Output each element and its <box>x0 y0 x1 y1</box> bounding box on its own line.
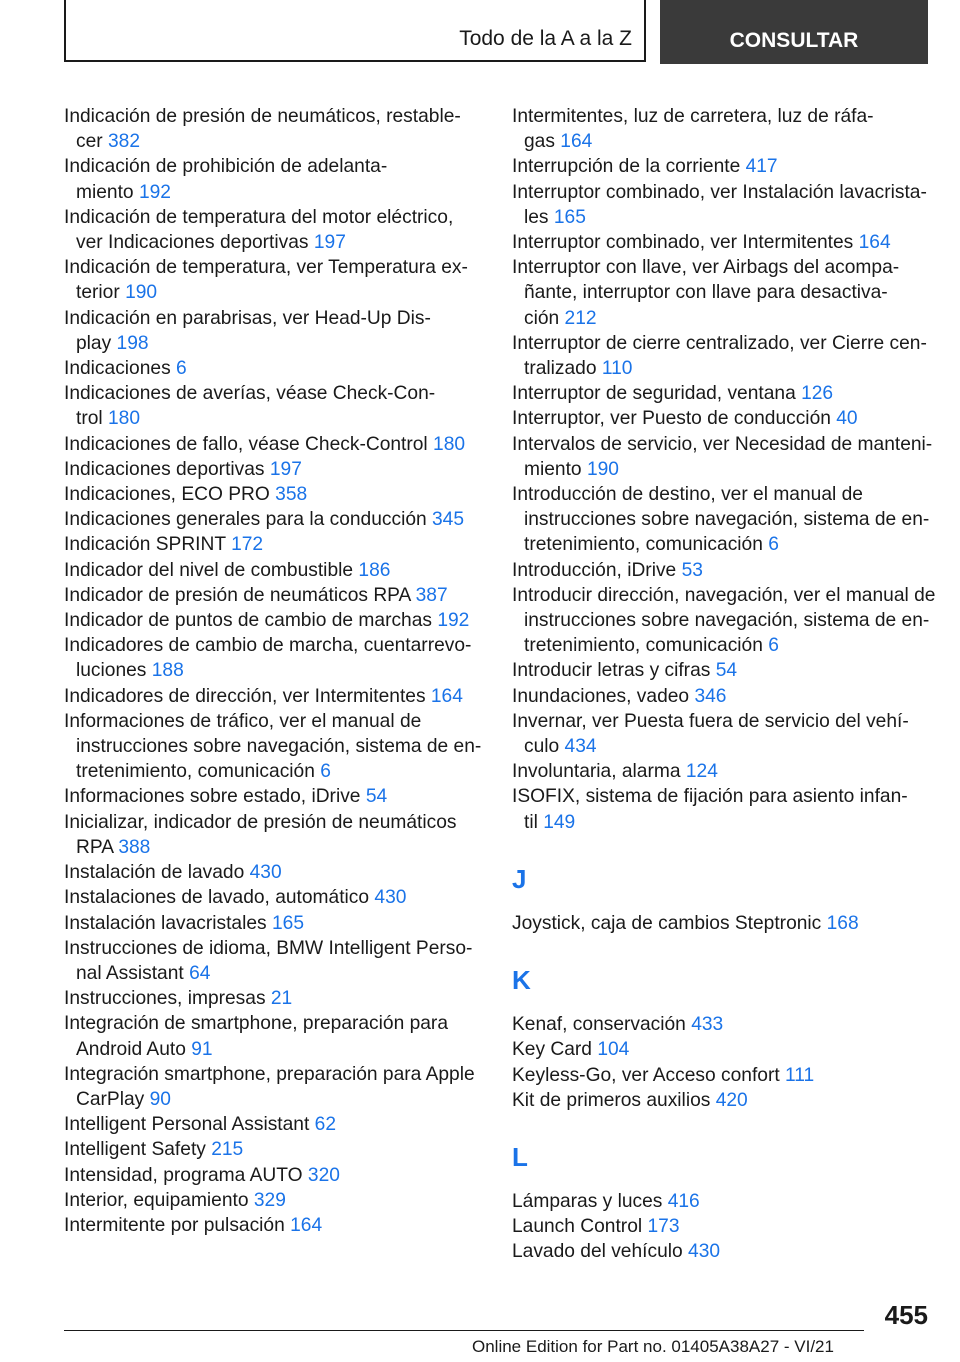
index-entry-text: Instalaciones de lavado, automático <box>64 887 370 909</box>
index-entry <box>64 1163 484 1188</box>
page-reference-link[interactable]: 6 <box>768 635 779 657</box>
index-entry-text: Interruptor con llave, ver Airbags del acompa- <box>512 257 900 279</box>
index-entry-text: Intermitentes, luz de carretera, luz de ráfa- <box>512 106 874 127</box>
page-reference-link[interactable]: 212 <box>564 307 597 329</box>
index-entry-text: Launch Control <box>512 1216 643 1238</box>
page-reference-link[interactable]: 165 <box>271 912 304 934</box>
index-entry-text: miento <box>76 181 134 203</box>
page-reference-link[interactable]: 54 <box>365 786 388 808</box>
index-entry <box>64 911 484 936</box>
page-reference-link[interactable]: 172 <box>231 534 264 556</box>
index-entry-text: Interior, equipamiento <box>64 1189 249 1211</box>
page-reference-link[interactable]: 329 <box>253 1189 286 1211</box>
index-entry-text: Indicador de puntos de cambio de marchas <box>64 610 432 632</box>
index-entry <box>512 911 932 936</box>
index-entry <box>64 306 484 356</box>
page-reference-link[interactable]: 173 <box>647 1216 680 1238</box>
index-entry <box>64 583 484 608</box>
index-entry-text: Integración de smartphone, preparación para <box>64 1013 448 1035</box>
index-entry-text: Lámparas y luces <box>512 1190 663 1212</box>
index-letter-heading: J <box>512 863 527 894</box>
page-reference-link[interactable]: 6 <box>320 761 331 783</box>
index-entry <box>512 784 932 834</box>
index-entry <box>512 1063 932 1088</box>
index-entry <box>64 633 484 683</box>
index-entry-text: CarPlay <box>76 1088 145 1110</box>
index-entry-text: Joystick, caja de cambios Steptronic <box>512 912 822 934</box>
page-reference-link[interactable]: 53 <box>681 559 703 581</box>
page-reference-link[interactable]: 168 <box>826 912 859 934</box>
page-reference-link[interactable]: 430 <box>688 1241 721 1263</box>
index-entry <box>512 1012 932 1037</box>
index-entry-text: Lavado del vehículo <box>512 1241 683 1263</box>
page-reference-link[interactable]: 186 <box>358 559 391 581</box>
page-number: 455 <box>884 1300 928 1330</box>
page-reference-link[interactable]: 197 <box>269 458 302 480</box>
index-entry <box>512 684 932 709</box>
index-entry-text: Instrucciones, impresas <box>64 988 266 1010</box>
index-entry <box>64 936 484 986</box>
index-entry-text: Interruptor de seguridad, ventana <box>512 383 796 405</box>
index-entry-text: Indicaciones <box>64 358 171 380</box>
page-reference-link[interactable]: 126 <box>801 383 834 405</box>
index-entry <box>64 1062 484 1112</box>
page-reference-link[interactable]: 433 <box>691 1014 724 1036</box>
page-reference-link[interactable]: 40 <box>836 408 858 430</box>
index-entry-text: Inicializar, indicador de presión de neumáticos <box>64 811 457 833</box>
page-reference-link[interactable]: 387 <box>415 584 448 606</box>
index-entry-text: Kenaf, conservación <box>512 1014 686 1036</box>
page-reference-link[interactable]: 188 <box>151 660 184 682</box>
page-reference-link[interactable]: 358 <box>275 484 308 506</box>
index-entry <box>64 255 484 305</box>
index-entry-text: tretenimiento, comunicación <box>524 635 763 657</box>
index-entry-text: Indicaciones generales para la conducción <box>64 509 427 531</box>
index-entry <box>64 482 484 507</box>
index-entry-text: Intensidad, programa AUTO <box>64 1164 303 1186</box>
page-reference-link[interactable]: 104 <box>597 1039 630 1061</box>
page-reference-link[interactable]: 164 <box>290 1214 323 1236</box>
index-entry-text: Key Card <box>512 1039 592 1061</box>
footer-divider <box>64 1330 864 1331</box>
index-column-right <box>512 104 936 1265</box>
index-entry-text: play <box>76 332 112 354</box>
index-entry-text: Interrupción de la corriente <box>512 156 741 178</box>
page-reference-link[interactable]: 62 <box>314 1114 337 1136</box>
page-reference-link[interactable]: 420 <box>715 1089 748 1111</box>
index-entry-text: nal Assistant <box>76 962 184 984</box>
page-reference-link[interactable]: 6 <box>176 358 187 380</box>
index-entry-text: Intelligent Personal Assistant <box>64 1114 310 1136</box>
index-entry-text: Instalación lavacristales <box>64 912 267 934</box>
index-entry-text: Keyless-Go, ver Acceso confort <box>512 1064 780 1086</box>
index-entry <box>64 154 484 204</box>
index-entry-text: Indicación de temperatura, ver Temperatura ex- <box>64 257 468 279</box>
index-entry-text: Indicación de prohibición de adelanta- <box>64 156 388 178</box>
index-entry-text: Intervalos de servicio, ver Necesidad de manteni- <box>512 433 933 455</box>
index-entry-text: Indicaciones deportivas <box>64 458 265 480</box>
index-entry-text: Indicador de presión de neumáticos RPA <box>64 584 411 606</box>
index-entry-text: Invernar, ver Puesta fuera de servicio del vehí- <box>512 710 909 732</box>
page-reference-link[interactable]: 416 <box>667 1190 700 1212</box>
index-entry <box>512 1088 932 1113</box>
page-reference-link[interactable]: 165 <box>553 206 586 228</box>
index-entry <box>512 1214 932 1239</box>
index-entry <box>64 1213 484 1238</box>
index-entry-text: Introducir dirección, navegación, ver el manual de <box>512 584 936 606</box>
index-entry-text: gas <box>524 131 555 153</box>
index-entry <box>512 255 932 331</box>
index-entry-text: Kit de primeros auxilios <box>512 1089 711 1111</box>
index-entry <box>64 1188 484 1213</box>
index-entry <box>512 1037 932 1062</box>
index-entry-text: instrucciones sobre navegación, sistema de en- <box>524 610 930 632</box>
index-entry-text: ISOFIX, sistema de fijación para asiento infan- <box>512 786 908 808</box>
page-reference-link[interactable]: 149 <box>543 811 576 833</box>
page-reference-link[interactable]: 64 <box>189 962 211 984</box>
index-entry <box>64 608 484 633</box>
index-entry <box>512 230 932 255</box>
index-entry-text: RPA <box>76 836 113 858</box>
index-entry-text: Interruptor combinado, ver Instalación lavacrista- <box>512 181 927 203</box>
page-reference-link[interactable]: 6 <box>768 534 779 556</box>
index-entry <box>512 104 932 154</box>
index-entry-text: Indicaciones de averías, véase Check-Con- <box>64 383 436 405</box>
index-entry-text: Indicación SPRINT <box>64 534 226 556</box>
index-entry-text: instrucciones sobre navegación, sistema de en- <box>76 736 482 758</box>
index-entry <box>512 1189 932 1214</box>
index-entry-text: Integración smartphone, preparación para Apple <box>64 1063 475 1085</box>
index-entry-text: Interruptor combinado, ver Intermitentes <box>512 232 854 254</box>
page-reference-link[interactable]: 111 <box>785 1064 815 1086</box>
index-entry-text: miento <box>524 458 582 480</box>
page-reference-link[interactable]: 110 <box>601 358 633 380</box>
index-entry <box>512 709 932 759</box>
index-entry <box>64 885 484 910</box>
index-letter-heading: K <box>512 965 531 996</box>
index-entry-text: Indicaciones, ECO PRO <box>64 484 270 506</box>
index-entry <box>512 583 936 659</box>
page-reference-link[interactable]: 21 <box>270 988 293 1010</box>
index-entry-text: Informaciones de tráfico, ver el manual de <box>64 710 422 732</box>
index-entry <box>512 154 932 179</box>
index-entry <box>512 1239 932 1264</box>
page-reference-link[interactable]: 430 <box>374 887 407 909</box>
page-reference-link[interactable]: 430 <box>249 862 282 884</box>
page-reference-link[interactable]: 215 <box>211 1139 244 1161</box>
index-entry-text: Interruptor de cierre centralizado, ver Cierre cen- <box>512 332 927 354</box>
index-entry <box>64 1112 484 1137</box>
index-entry-text: Instalación de lavado <box>64 862 245 884</box>
page-reference-link[interactable]: 320 <box>307 1164 340 1186</box>
index-entry-text: Instrucciones de idioma, BMW Intelligent Perso- <box>64 937 473 959</box>
index-entry-text: Indicadores de dirección, ver Intermitentes <box>64 685 426 707</box>
index-entry <box>64 684 484 709</box>
index-entry-text: Indicadores de cambio de marcha, cuentarrevo- <box>64 635 472 657</box>
page-reference-link[interactable]: 190 <box>125 282 158 304</box>
index-entry-text: les <box>524 206 549 228</box>
page-reference-link[interactable]: 434 <box>564 736 597 758</box>
index-entry-text: tretenimiento, comunicación <box>76 761 315 783</box>
section-title: Todo de la A a la Z <box>64 0 646 62</box>
index-entry <box>64 860 484 885</box>
index-entry <box>512 759 932 784</box>
page-reference-link[interactable]: 382 <box>108 131 141 153</box>
index-entry <box>512 432 932 482</box>
index-entry <box>512 381 932 406</box>
page-reference-link[interactable]: 164 <box>858 232 891 254</box>
index-entry-text: Indicación en parabrisas, ver Head-Up Dis- <box>64 307 431 329</box>
index-entry-text: Indicador del nivel de combustible <box>64 559 354 581</box>
index-entry-text: Introducción de destino, ver el manual de <box>512 484 863 506</box>
index-entry-text: terior <box>76 282 120 304</box>
index-entry-text: Android Auto <box>76 1038 186 1060</box>
index-entry-text: til <box>524 811 538 833</box>
index-entry <box>512 180 932 230</box>
page-reference-link[interactable]: 417 <box>745 156 778 178</box>
index-entry <box>512 658 932 683</box>
page-reference-link[interactable]: 180 <box>108 408 141 430</box>
index-entry-text: Interruptor, ver Puesto de conducción <box>512 408 831 430</box>
index-entry-text: cer <box>76 131 103 153</box>
tab-consultar[interactable]: CONSULTAR <box>660 0 928 64</box>
index-entry <box>64 205 484 255</box>
index-entry <box>64 381 484 431</box>
page-reference-link[interactable]: 180 <box>433 433 466 455</box>
index-entry-text: Informaciones sobre estado, iDrive <box>64 786 361 808</box>
index-entry-text: Indicación de presión de neumáticos, restable- <box>64 106 461 127</box>
index-entry-text: ver Indicaciones deportivas <box>76 232 309 254</box>
index-entry <box>64 1011 484 1061</box>
index-entry-text: Involuntaria, alarma <box>512 761 681 783</box>
index-entry <box>64 457 484 482</box>
page-reference-link[interactable]: 345 <box>432 509 465 531</box>
page-reference-link[interactable]: 198 <box>116 332 149 354</box>
index-entry-text: Indicaciones de fallo, véase Check-Control <box>64 433 428 455</box>
index-entry <box>64 1137 484 1162</box>
page-reference-link[interactable]: 346 <box>694 685 727 707</box>
index-entry <box>64 104 484 154</box>
index-entry <box>512 331 932 381</box>
page-reference-link[interactable]: 197 <box>313 232 346 254</box>
index-entry <box>64 784 484 809</box>
page-reference-link[interactable]: 388 <box>118 836 151 858</box>
page-reference-link[interactable]: 190 <box>586 458 619 480</box>
index-entry <box>64 532 484 557</box>
index-entry-text: ñante, interruptor con llave para desactiva- <box>524 282 888 304</box>
index-entry <box>64 432 484 457</box>
index-entry-text: luciones <box>76 660 147 682</box>
index-column-left <box>64 104 484 1238</box>
index-entry-text: Introducir letras y cifras <box>512 660 711 682</box>
edition-footer: Online Edition for Part no. 01405A38A27 - VI/21 <box>472 1337 834 1356</box>
index-entry <box>64 507 484 532</box>
index-entry <box>512 406 932 431</box>
page-reference-link[interactable]: 164 <box>560 131 593 153</box>
index-entry-text: ción <box>524 307 560 329</box>
index-entry <box>64 356 484 381</box>
index-entry <box>64 558 484 583</box>
index-entry <box>64 810 484 860</box>
index-entry-text: tretenimiento, comunicación <box>524 534 763 556</box>
index-entry-text: Indicación de temperatura del motor eléctrico, <box>64 206 454 228</box>
index-entry-text: Intermitente por pulsación <box>64 1214 285 1236</box>
index-entry-text: tralizado <box>524 358 597 380</box>
index-entry-text: Inundaciones, vadeo <box>512 685 690 707</box>
page-reference-link[interactable]: 54 <box>715 660 738 682</box>
page-header <box>64 0 928 64</box>
page-reference-link[interactable]: 90 <box>149 1088 171 1110</box>
page-reference-link[interactable]: 192 <box>437 610 470 632</box>
index-entry-text: Intelligent Safety <box>64 1139 206 1161</box>
page-reference-link[interactable]: 91 <box>191 1038 213 1060</box>
page-reference-link[interactable]: 192 <box>138 181 171 203</box>
index-entry <box>512 482 932 558</box>
index-entry <box>64 986 484 1011</box>
index-entry-text: culo <box>524 736 560 758</box>
index-entry-text: instrucciones sobre navegación, sistema de en- <box>524 509 930 531</box>
index-entry-text: trol <box>76 408 103 430</box>
index-entry-text: Introducción, iDrive <box>512 559 677 581</box>
index-letter-heading: L <box>512 1141 528 1172</box>
page-reference-link[interactable]: 164 <box>430 685 463 707</box>
page-reference-link[interactable]: 124 <box>685 761 718 783</box>
index-entry <box>64 709 484 785</box>
index-entry <box>512 558 932 583</box>
